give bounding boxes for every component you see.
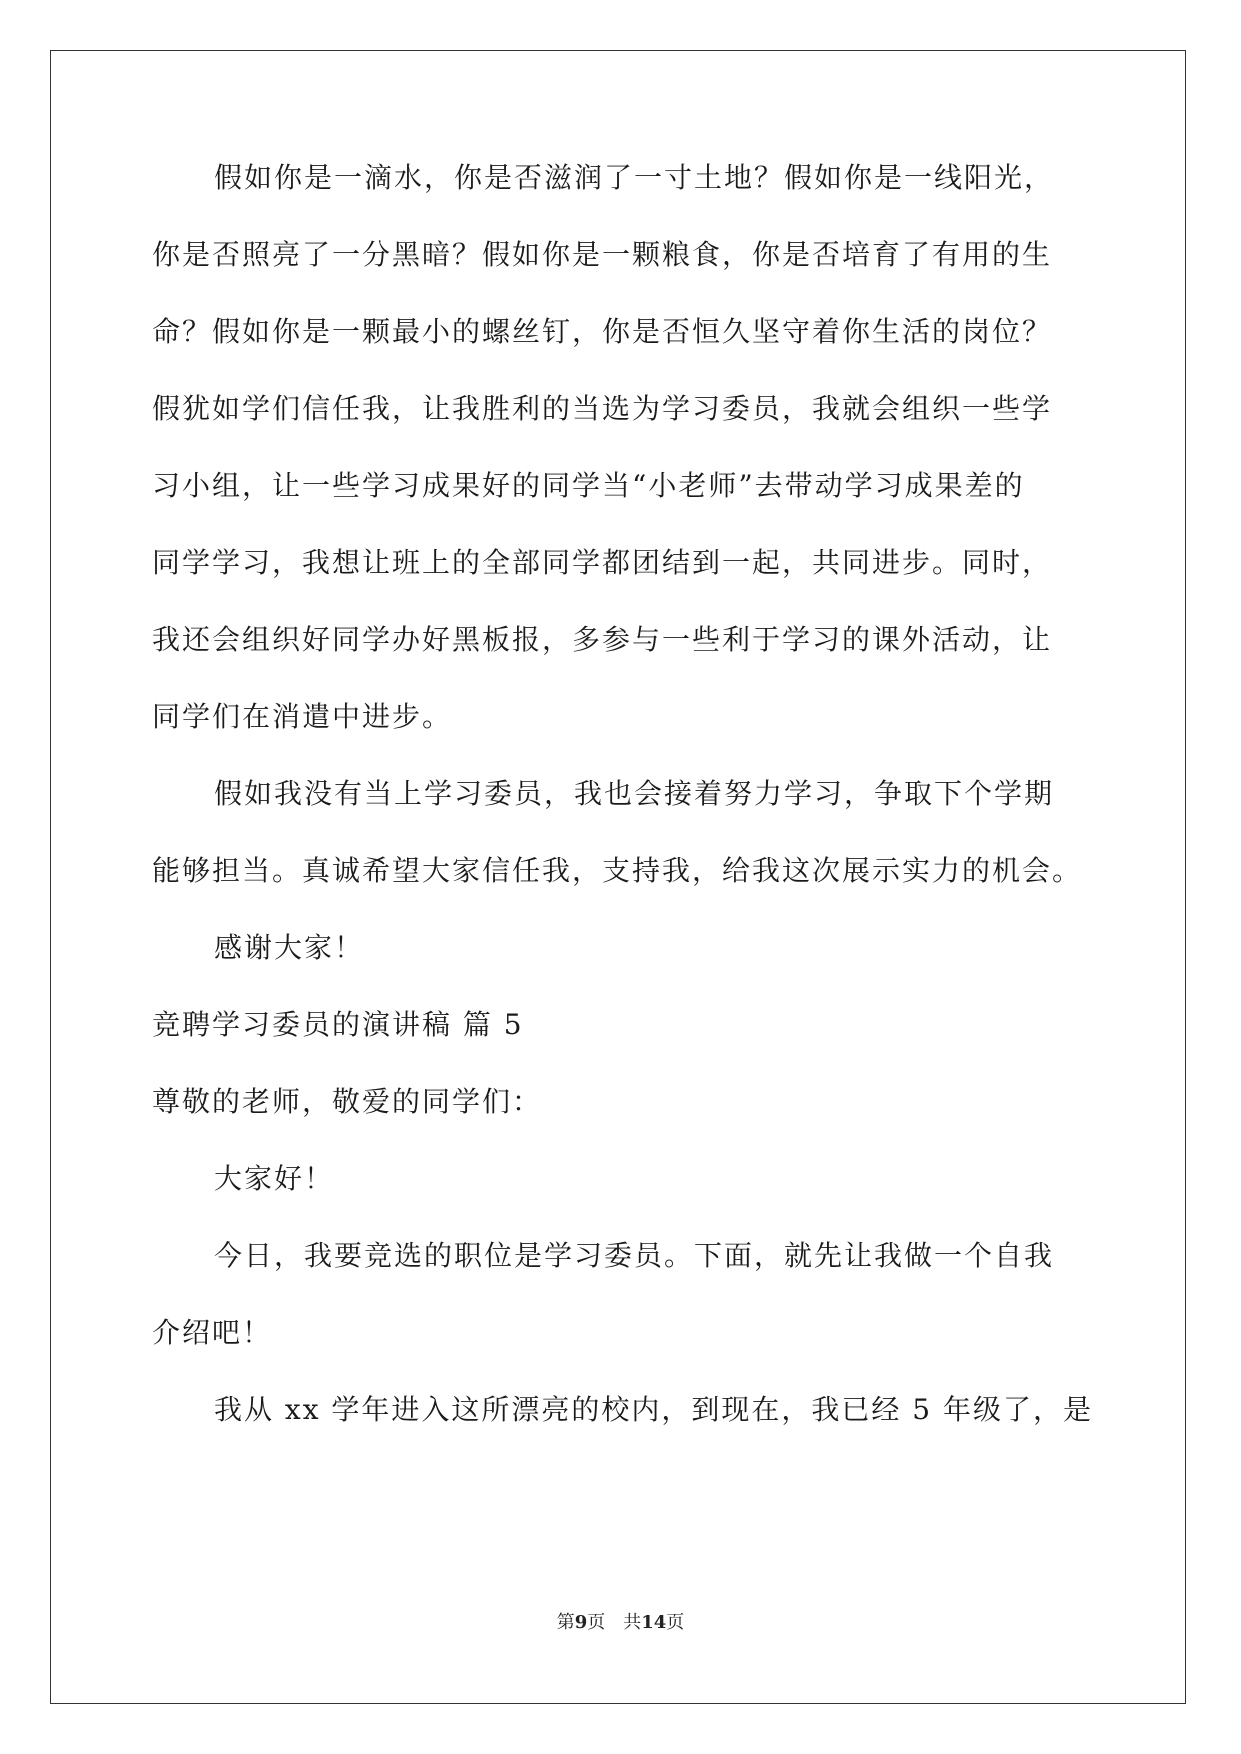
text-line: 同学们在消遣中进步。 [152,700,453,733]
text-line: 假如我没有当上学习委员，我也会接着努力学习，争取下个学期 [214,777,1055,810]
page-total-number: 14 [641,1612,667,1633]
text-line: 介绍吧！ [152,1316,273,1349]
text-line: 感谢大家！ [214,931,365,964]
text-line: 我还会组织好同学办好黑板报，多参与一些利于学习的课外活动，让 [152,623,1053,656]
page-label-suffix: 页 [587,1612,606,1633]
section-heading: 竞聘学习委员的演讲稿 篇 5 [152,1008,524,1041]
page-label-prefix: 第 [556,1612,575,1633]
text-line: 我从 xx 学年进入这所漂亮的校内，到现在，我已经 5 年级了，是 [214,1393,1094,1426]
document-body [152,162,1092,1471]
text-line: 能够担当。真诚希望大家信任我，支持我，给我这次展示实力的机会。 [152,854,1083,887]
page-current-number: 9 [574,1612,588,1633]
salutation: 尊敬的老师，敬爱的同学们： [152,1085,543,1118]
text-line: 假犹如学们信任我，让我胜利的当选为学习委员，我就会组织一些学 [152,392,1053,425]
page-footer [0,1612,1241,1634]
text-line: 你是否照亮了一分黑暗？假如你是一颗粮食，你是否培育了有用的生 [152,238,1053,271]
text-line: 假如你是一滴水，你是否滋润了一寸土地？假如你是一线阳光， [214,161,1055,194]
total-label-suffix: 页 [666,1612,685,1633]
greeting: 大家好！ [214,1162,335,1195]
text-line: 习小组，让一些学习成果好的同学当“小老师”去带动学习成果差的 [152,469,1025,502]
total-label-prefix: 共 [623,1612,642,1633]
text-line: 命？假如你是一颗最小的螺丝钉，你是否恒久坚守着你生活的岗位？ [152,315,1053,348]
text-line: 今日，我要竞选的职位是学习委员。下面，就先让我做一个自我 [214,1239,1055,1272]
text-line: 同学学习，我想让班上的全部同学都团结到一起，共同进步。同时， [152,546,1053,579]
